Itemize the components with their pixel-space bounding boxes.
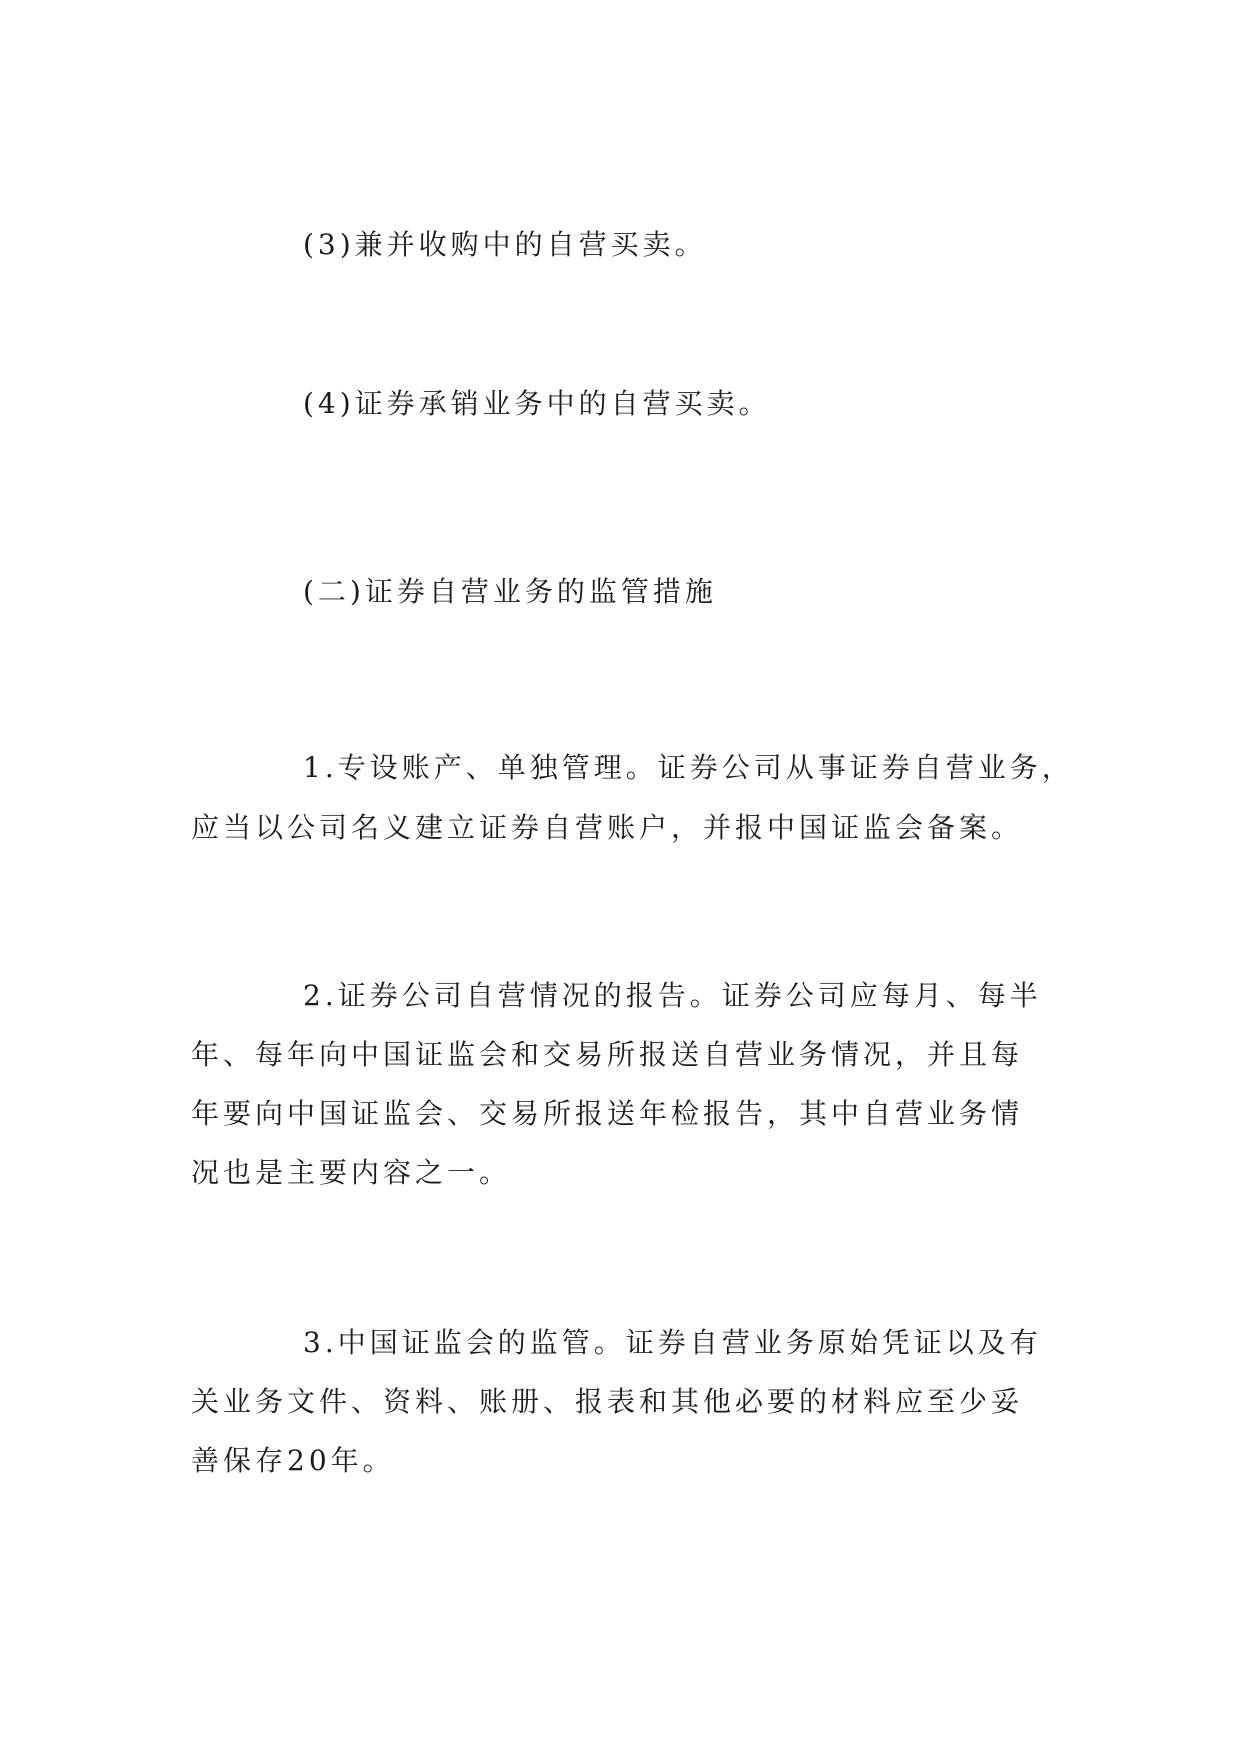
paragraph-line: 年、每年向中国证监会和交易所报送自营业务情况，并且每 bbox=[191, 1038, 1024, 1071]
paragraph-line: 关业务文件、资料、账册、报表和其他必要的材料应至少妥 bbox=[191, 1385, 1024, 1418]
paragraph-line: 2.证券公司自营情况的报告。证券公司应每月、每半 bbox=[303, 979, 1042, 1012]
paragraph-line: 况也是主要内容之一。 bbox=[191, 1156, 512, 1189]
section-heading: (二)证券自营业务的监管措施 bbox=[303, 575, 717, 608]
paragraph-line: 善保存20年。 bbox=[191, 1444, 395, 1477]
paragraph-line: 应当以公司名义建立证券自营账户，并报中国证监会备案。 bbox=[191, 811, 1024, 844]
list-item-3: (3)兼并收购中的自营买卖。 bbox=[303, 228, 707, 261]
paragraph-line: 1.专设账产、单独管理。证券公司从事证券自营业务， bbox=[303, 751, 1074, 784]
list-item-4: (4)证券承销业务中的自营买卖。 bbox=[303, 387, 771, 420]
paragraph-line: 3.中国证监会的监管。证券自营业务原始凭证以及有 bbox=[303, 1326, 1042, 1359]
paragraph-line: 年要向中国证监会、交易所报送年检报告，其中自营业务情 bbox=[191, 1097, 1024, 1130]
